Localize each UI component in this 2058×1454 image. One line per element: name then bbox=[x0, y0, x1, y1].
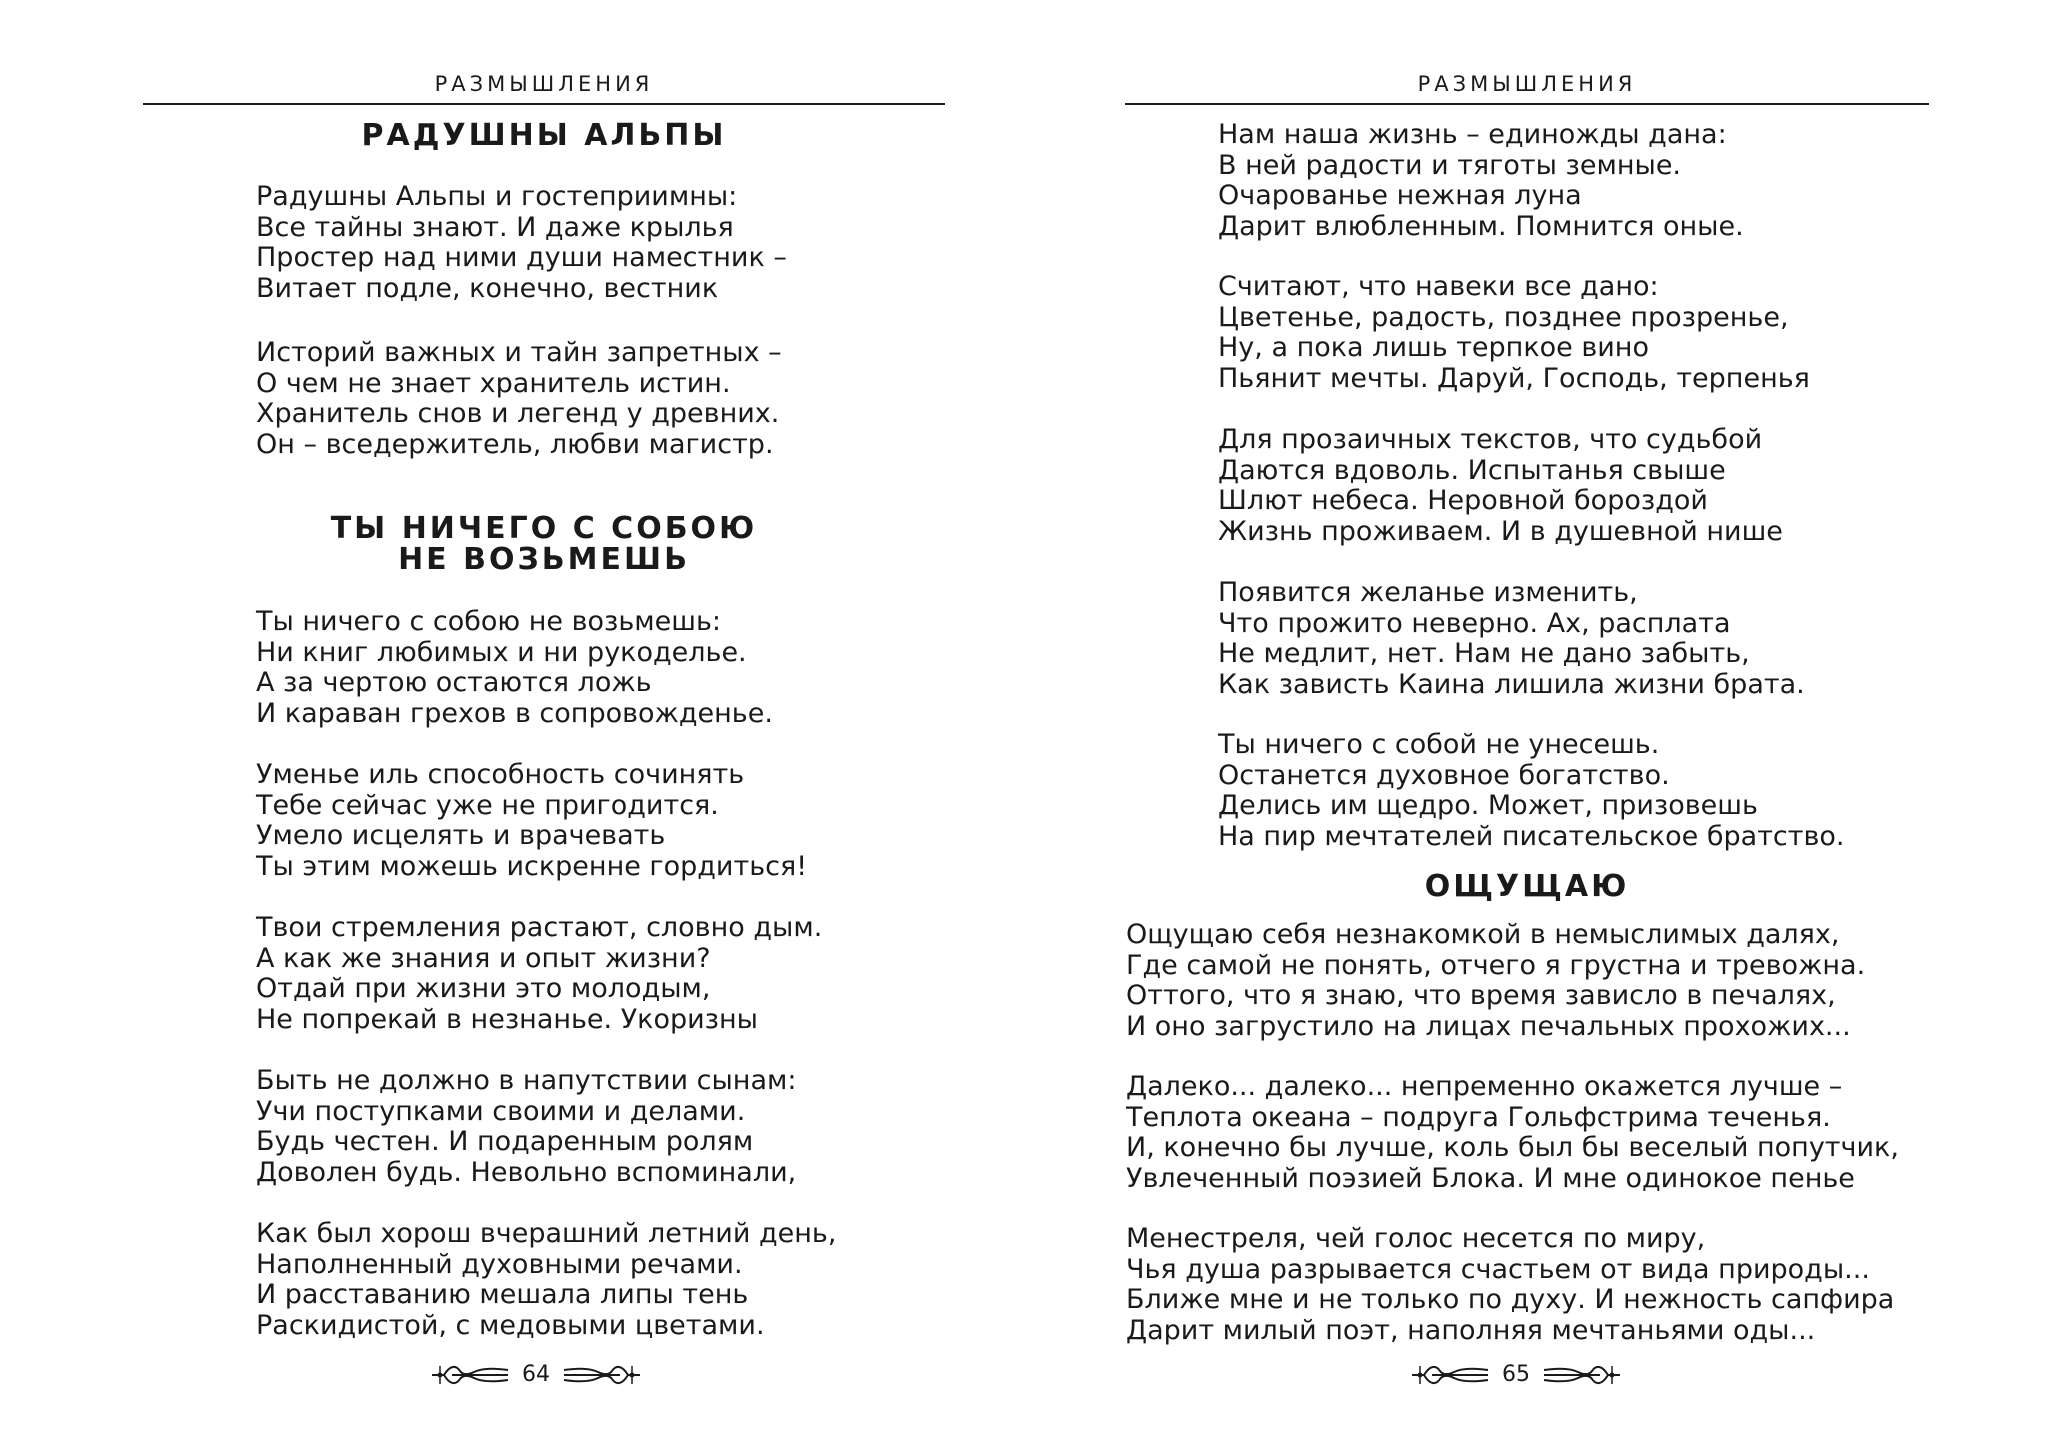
verse-line: Отдай при жизни это молодым, bbox=[256, 973, 711, 1004]
verse-line: Как зависть Каина лишила жизни брата. bbox=[1218, 668, 1805, 700]
verse-line: Считают, что навеки все дано: bbox=[1218, 271, 1659, 302]
verse-line: Ощущаю себя незнакомкой в немыслимых далях, bbox=[1126, 919, 1840, 950]
verse-line: Даются вдоволь. Испытанья свыше bbox=[1218, 454, 1726, 486]
continuation-stanza-3 bbox=[1218, 425, 1783, 547]
verse-line: Очарованье нежная луна bbox=[1218, 180, 1582, 211]
verse-line: Учи поступками своими и делами. bbox=[256, 1095, 746, 1127]
verse-line: Жизнь проживаем. И в душевной нише bbox=[1218, 515, 1783, 547]
verse-line: Цветенье, радость, позднее прозренье, bbox=[1218, 301, 1789, 333]
verse-line: Простер над ними души наместник – bbox=[256, 242, 787, 273]
continuation-stanza-1 bbox=[1218, 120, 1744, 242]
verse-line: Ну, а пока лишь терпкое вино bbox=[1218, 332, 1649, 363]
verse-line: Делись им щедро. Может, призовешь bbox=[1218, 790, 1758, 821]
verse-line: Хранитель снов и легенд у древних. bbox=[256, 398, 780, 429]
poem-title-line-1: ТЫ НИЧЕГО С СОБОЮ bbox=[330, 511, 758, 546]
header-rule-left bbox=[143, 103, 945, 105]
verse-line: Шлют небеса. Неровной бороздой bbox=[1218, 485, 1708, 516]
verse-line: На пир мечтателей писательское братство. bbox=[1218, 820, 1845, 852]
verse-line: Радушны Альпы и гостеприимны: bbox=[256, 181, 738, 212]
verse-line: Что прожито неверно. Ах, расплата bbox=[1218, 607, 1731, 639]
verse-line: Умело исцелять и врачевать bbox=[256, 820, 666, 851]
poem1-stanza-2 bbox=[256, 338, 782, 460]
verse-line: Дарит милый поэт, наполняя мечтаньями оды... bbox=[1126, 1314, 1816, 1346]
verse-line: Твои стремления растают, словно дым. bbox=[256, 912, 823, 943]
verse-line: Для прозаичных текстов, что судьбой bbox=[1218, 424, 1763, 455]
poem-title-oshchushchayu: ОЩУЩАЮ bbox=[1424, 869, 1630, 904]
verse-line: Где самой не понять, отчего я грустна и тревожна. bbox=[1126, 949, 1866, 981]
verse-line: Нам наша жизнь – единожды дана: bbox=[1218, 119, 1727, 150]
verse-line: И, конечно бы лучше, коль был бы веселый попутчик, bbox=[1126, 1132, 1899, 1163]
verse-line: Все тайны знают. И даже крылья bbox=[256, 211, 734, 243]
poem3-stanza-3 bbox=[1126, 1224, 1894, 1346]
verse-line: Ты ничего с собою не возьмешь: bbox=[256, 606, 721, 637]
verse-line: Менестреля, чей голос несется по миру, bbox=[1126, 1223, 1706, 1254]
verse-line: Не попрекай в незнанье. Укоризны bbox=[256, 1003, 759, 1035]
poem3-stanza-2 bbox=[1126, 1072, 1899, 1194]
verse-line: Ты этим можешь искренне гордиться! bbox=[256, 850, 808, 882]
poem-title-line-2: НЕ ВОЗЬМЕШЬ bbox=[398, 542, 690, 577]
poem2-stanza-1 bbox=[256, 607, 773, 729]
verse-line: В ней радости и тяготы земные. bbox=[1218, 149, 1682, 181]
verse-line: И расставанию мешала липы тень bbox=[256, 1279, 749, 1310]
right-page bbox=[1029, 0, 2058, 1454]
scroll-flourish-icon bbox=[562, 1360, 642, 1390]
verse-line: И оно загрустило на лицах печальных прохожих... bbox=[1126, 1010, 1851, 1042]
verse-line: Быть не должно в напутствии сынам: bbox=[256, 1065, 797, 1096]
scroll-flourish-icon bbox=[1542, 1360, 1622, 1390]
verse-line: Дарит влюбленным. Помнится оные. bbox=[1218, 210, 1744, 242]
verse-line: Появится желанье изменить, bbox=[1218, 577, 1638, 608]
continuation-stanza-4 bbox=[1218, 578, 1805, 700]
verse-line: Уменье иль способность сочинять bbox=[256, 759, 745, 790]
running-head-right: РАЗМЫШЛЕНИЯ bbox=[1417, 72, 1637, 96]
verse-line: Оттого, что я знаю, что время зависло в печалях, bbox=[1126, 980, 1836, 1011]
verse-line: Наполненный духовными речами. bbox=[256, 1248, 743, 1280]
poem2-stanza-5 bbox=[256, 1219, 836, 1341]
poem1-stanza-1 bbox=[256, 182, 787, 304]
verse-line: Не медлит, нет. Нам не дано забыть, bbox=[1218, 638, 1750, 669]
verse-line: Далеко... далеко... непременно окажется лучше – bbox=[1126, 1071, 1843, 1102]
running-head-left: РАЗМЫШЛЕНИЯ bbox=[434, 72, 654, 96]
verse-line: Доволен будь. Невольно вспоминали, bbox=[256, 1156, 797, 1188]
poem2-stanza-4 bbox=[256, 1066, 796, 1188]
verse-line: О чем не знает хранитель истин. bbox=[256, 367, 731, 399]
verse-line: Тебе сейчас уже не пригодится. bbox=[256, 789, 719, 821]
page-number-footer-right bbox=[1410, 1360, 1622, 1390]
verse-line: Увлеченный поэзией Блока. И мне одинокое пенье bbox=[1126, 1162, 1855, 1194]
verse-line: Витает подле, конечно, вестник bbox=[256, 272, 719, 304]
verse-line: Пьянит мечты. Даруй, Господь, терпенья bbox=[1218, 362, 1810, 394]
verse-line: Ближе мне и не только по духу. И нежность сапфира bbox=[1126, 1284, 1895, 1315]
scroll-flourish-icon bbox=[1410, 1360, 1490, 1390]
poem3-stanza-1 bbox=[1126, 920, 1865, 1042]
verse-line: Как был хорош вчерашний летний день, bbox=[256, 1218, 837, 1249]
verse-line: А как же знания и опыт жизни? bbox=[256, 942, 711, 974]
page-number-footer-left bbox=[430, 1360, 642, 1390]
verse-line: Чья душа разрывается счастьем от вида природы... bbox=[1126, 1253, 1870, 1285]
verse-line: Ты ничего с собой не унесешь. bbox=[1218, 729, 1660, 760]
verse-line: А за чертою остаются ложь bbox=[256, 667, 652, 698]
verse-line: Раскидистой, с медовыми цветами. bbox=[256, 1309, 765, 1341]
verse-line: Историй важных и тайн запретных – bbox=[256, 337, 782, 368]
header-rule-right bbox=[1125, 103, 1929, 105]
continuation-stanza-2 bbox=[1218, 272, 1810, 394]
verse-line: И караван грехов в сопровожденье. bbox=[256, 697, 773, 729]
verse-line: Будь честен. И подаренным ролям bbox=[256, 1126, 754, 1157]
poem-title-ty-nichego bbox=[143, 513, 945, 575]
scroll-flourish-icon bbox=[430, 1360, 510, 1390]
verse-line: Теплота океана – подруга Гольфстрима теченья. bbox=[1126, 1101, 1831, 1133]
poem2-stanza-3 bbox=[256, 913, 822, 1035]
poem-title-radushny-alpy: РАДУШНЫ АЛЬПЫ bbox=[361, 118, 727, 153]
page-number: 65 bbox=[1502, 1362, 1530, 1387]
verse-line: Останется духовное богатство. bbox=[1218, 759, 1670, 791]
poem2-stanza-2 bbox=[256, 760, 807, 882]
continuation-stanza-5 bbox=[1218, 730, 1845, 852]
verse-line: Ни книг любимых и ни рукоделье. bbox=[256, 636, 747, 668]
page-number: 64 bbox=[522, 1362, 550, 1387]
verse-line: Он – вседержитель, любви магистр. bbox=[256, 428, 774, 460]
